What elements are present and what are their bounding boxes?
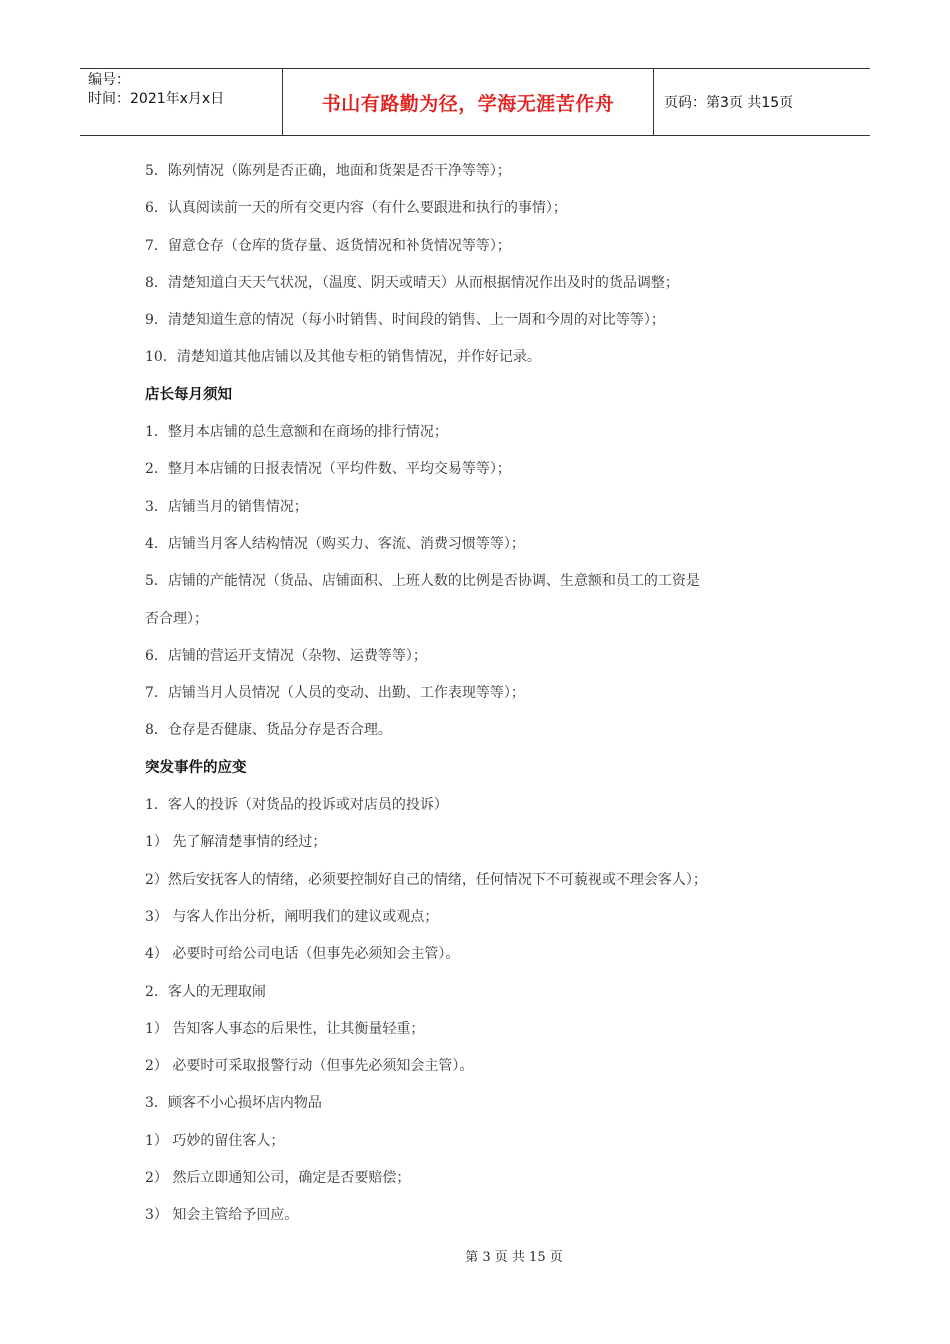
section-heading: 突发事件的应变 (145, 759, 247, 776)
body-line: 10．清楚知道其他店铺以及其他专柜的销售情况，并作好记录。 (145, 349, 541, 366)
body-line: 8．仓存是否健康、货品分存是否合理。 (145, 722, 392, 739)
header-motto: 书山有路勤为径，学海无涯苦作舟 (321, 92, 615, 115)
body-line: 7．店铺当月人员情况（人员的变动、出勤、工作表现等等）； (145, 685, 525, 702)
header-meta-cell (80, 69, 282, 135)
body-line: 1） 告知客人事态的后果性，让其衡量轻重； (145, 1020, 425, 1037)
body-line: 7．留意仓存（仓库的货存量、返货情况和补货情况等等）； (145, 237, 511, 254)
body-line: 5．陈列情况（陈列是否正确，地面和货架是否干净等等）； (145, 163, 511, 179)
body-line: 1） 巧妙的留住客人； (145, 1132, 285, 1149)
body-line: 1） 先了解清楚事情的经过； (145, 834, 327, 851)
document-time-label: 时间：2021年x月x日 (88, 91, 225, 107)
body-line: 2．客人的无理取闹 (145, 983, 266, 1000)
page-footer (0, 1246, 950, 1265)
body-line: 2） 必要时可采取报警行动（但事先必须知会主管）。 (145, 1058, 474, 1075)
body-line: 8．清楚知道白天天气状况，（温度、阴天或晴天）从而根据情况作出及时的货品调整； (145, 274, 679, 291)
header-motto-cell (282, 69, 654, 135)
body-line: 2） 然后立即通知公司，确定是否要赔偿； (145, 1170, 411, 1187)
body-line: 2）然后安抚客人的情绪，必须要控制好自己的情绪，任何情况下不可藐视或不理会客人）； (145, 871, 707, 888)
body-line: 4．店铺当月客人结构情况（购买力、客流、消费习惯等等）； (145, 535, 525, 552)
body-line: 9．清楚知道生意的情况（每小时销售、时间段的销售、上一周和今周的对比等等）； (145, 312, 665, 329)
body-line: 5．店铺的产能情况（货品、店铺面积、上班人数的比例是否协调、生意额和员工的工资是 (145, 573, 700, 590)
header-page-info: 页码：第3页 共15页 (664, 95, 794, 111)
document-number-label: 编号： (88, 72, 130, 88)
document-body (145, 153, 825, 1235)
body-line: 否合理）； (145, 610, 208, 627)
body-line: 2．整月本店铺的日报表情况（平均件数、平均交易等等）； (145, 461, 511, 478)
body-line: 3） 与客人作出分析，阐明我们的建议或观点； (145, 908, 439, 925)
body-line: 4） 必要时可给公司电话（但事先必须知会主管）。 (145, 946, 460, 963)
body-line: 3．店铺当月的销售情况； (145, 498, 308, 515)
body-line: 1．客人的投诉（对货品的投诉或对店员的投诉） (145, 797, 448, 814)
body-line: 6．店铺的营运开支情况（杂物、运费等等）； (145, 647, 427, 664)
body-line: 3．顾客不小心损坏店内物品 (145, 1095, 322, 1112)
footer-page-number: 第 3 页 共 15 页 (465, 1250, 563, 1265)
section-heading: 店长每月须知 (145, 386, 232, 403)
document-header (80, 68, 870, 136)
header-page-cell (654, 69, 870, 135)
body-line: 1．整月本店铺的总生意额和在商场的排行情况； (145, 424, 448, 441)
body-line: 6．认真阅读前一天的所有交更内容（有什么要跟进和执行的事情）； (145, 200, 567, 217)
body-line: 3） 知会主管给予回应。 (145, 1207, 299, 1224)
